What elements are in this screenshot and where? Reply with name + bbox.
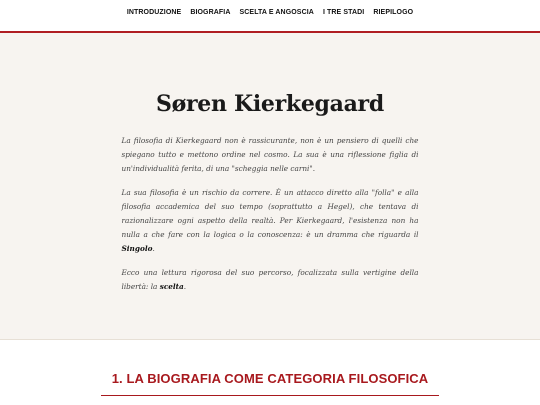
nav-link-introduzione[interactable]: INTRODUZIONE: [126, 9, 182, 16]
hero-section: [0, 33, 540, 340]
section-biografia: [0, 340, 540, 396]
section-heading: 1. LA BIOGRAFIA COME CATEGORIA FILOSOFICA: [111, 371, 429, 386]
intro-paragraph-2-text: La sua filosofia è un rischio da correre. È un attacco diretto alla "folla" e alla filosofia accademica del suo tempo (soprattutto a Hegel), che tentava di razionalizzare ogni aspetto della realtà. Per Kierkegaard, l'esistenza non ha nulla a che fare con la logica o la conoscenza: è un dramma che riguarda il: [121, 188, 419, 239]
intro-paragraph-2-end: .: [152, 244, 155, 253]
intro-paragraph-3-text: Ecco una lettura rigorosa del suo percorso, focalizzata sulla vertigine della libertà: la: [121, 268, 419, 291]
intro-paragraph-3-end: .: [183, 282, 187, 291]
intro-paragraph-3: [122, 266, 419, 294]
intro-text: [122, 134, 419, 294]
top-navigation: [0, 0, 540, 33]
intro-paragraph-2: [122, 186, 419, 256]
page-title: Søren Kierkegaard: [156, 91, 384, 117]
nav-link-riepilogo[interactable]: RIEPILOGO: [373, 9, 414, 16]
keyword-singolo: Singolo: [121, 244, 153, 253]
nav-link-scelta-e-angoscia[interactable]: SCELTA E ANGOSCIA: [239, 9, 314, 16]
nav-link-i-tre-stadi[interactable]: I TRE STADI: [322, 9, 365, 16]
intro-paragraph-1: La filosofia di Kierkegaard non è rassicurante, non è un pensiero di quelli che spiegano tutto e mettono ordine nel cosmo. La sua è una riflessione figlia di un'individualità ferita, di una "scheggia nelle carni".: [121, 136, 419, 173]
section-divider: [101, 395, 439, 396]
keyword-scelta: scelta: [159, 282, 184, 291]
nav-link-biografia[interactable]: BIOGRAFIA: [190, 9, 231, 16]
